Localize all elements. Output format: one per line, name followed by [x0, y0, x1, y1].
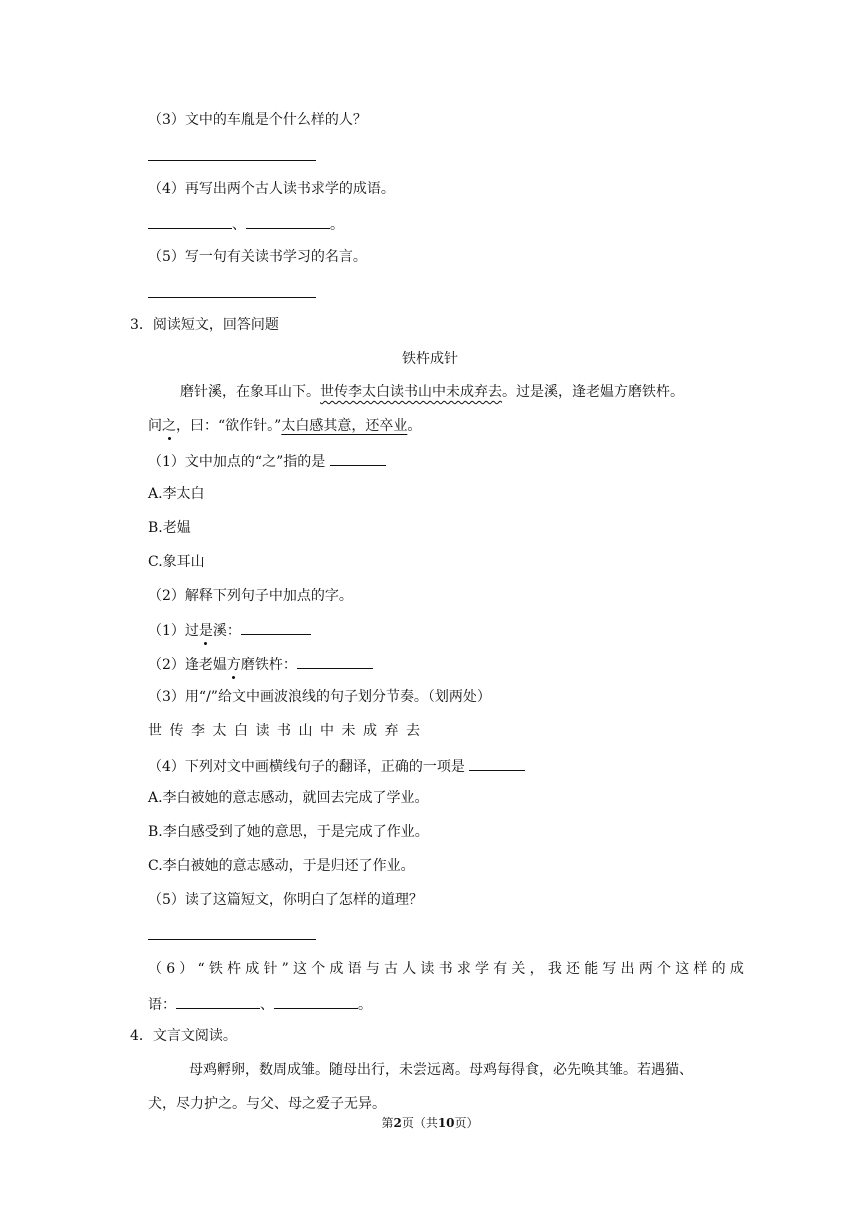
passage-text: 问: [148, 418, 162, 434]
rhythm-char: 弃: [384, 723, 399, 739]
q3-heading: [130, 316, 279, 334]
passage-title: 铁杵成针: [402, 351, 458, 367]
answer-line[interactable]: [148, 146, 316, 166]
question-number: 4．: [130, 1028, 153, 1044]
q3-sub4: [148, 756, 525, 776]
rhythm-char: 书: [277, 723, 291, 739]
option-c[interactable]: C.李白被她的意志感动，于是归还了作业。: [148, 858, 415, 874]
passage-text: 磨针溪，在象耳山下。: [180, 384, 320, 400]
total-pages: 10: [437, 1116, 455, 1130]
passage-text: 。过是溪，逢老媪方磨铁杵。: [502, 384, 684, 400]
answer-line[interactable]: [148, 283, 316, 303]
q4-heading: [130, 1027, 237, 1045]
separator: 、: [260, 997, 274, 1013]
rhythm-char: 去: [406, 723, 420, 739]
q4-passage-line-1: 母鸡孵卵，数周成雏。随母出行，未尝远离。母鸡每得食，必先唤其雏。若遇猫、: [189, 1062, 693, 1078]
rhythm-char: 山: [298, 723, 313, 739]
wavy-underlined-sentence: 世传李太白读书山中未成弃去: [320, 384, 502, 400]
question-prompt: 阅读短文，回答问题: [152, 317, 279, 333]
question-prompt: 文言文阅读。: [152, 1028, 237, 1044]
q3-sub2-2: [148, 654, 373, 674]
underlined-sentence: 太白感其意，还卒业: [281, 418, 408, 434]
sub-question-text: （2）逢老媪: [148, 657, 227, 673]
rhythm-char: 传: [169, 723, 184, 739]
answer-blank[interactable]: [176, 994, 260, 1009]
q3-sub6-line1: （6）“铁杵成针”这个成语与古人读书求学有关，我还能写出两个这样的成: [148, 961, 749, 977]
sub-question-text: （1）过: [148, 623, 199, 639]
dotted-character: 是: [198, 623, 213, 639]
rhythm-char: 中: [320, 723, 334, 739]
sub-question-text: （4）下列对文中画横线句子的翻译，正确的一项是: [148, 759, 465, 775]
rhythm-char: 成: [363, 723, 377, 739]
answer-blank[interactable]: [148, 214, 232, 229]
page-footer: [0, 1114, 860, 1132]
q3-sub3: （3）用“/”给文中画波浪线的句子划分节奏。（划两处）: [148, 689, 491, 705]
sub-question-text: （1）文中加点的“之”指的是: [148, 454, 326, 470]
q3-sub5: （5）读了这篇短文，你明白了怎样的道理？: [148, 892, 423, 908]
period: 。: [330, 217, 344, 233]
answer-blank[interactable]: [274, 994, 358, 1009]
page-number: 2: [393, 1116, 402, 1130]
rhythm-char: 李: [191, 723, 205, 739]
passage-line-2: [148, 417, 421, 435]
answer-blank[interactable]: [330, 451, 386, 466]
dotted-character: 之: [162, 418, 176, 434]
passage-text: 。: [407, 418, 422, 434]
answer-blank[interactable]: [469, 756, 525, 771]
answer-blank[interactable]: [241, 620, 311, 635]
sub-question-text: 磨铁杵：: [240, 657, 297, 673]
q3-sub2: （2）解释下列句子中加点的字。: [148, 588, 353, 604]
question-number: 3．: [130, 317, 153, 333]
answer-line-pair[interactable]: [148, 214, 344, 234]
q3-sub6-line2: [148, 994, 372, 1014]
q2-item3: （3）文中的车胤是个什么样的人？: [148, 112, 367, 128]
q3-sub1: [148, 451, 386, 471]
rhythm-char: 读: [255, 723, 270, 739]
dotted-character: 方: [226, 657, 241, 673]
rhythm-char: 太: [212, 723, 227, 739]
rhythm-char: 未: [341, 723, 356, 739]
option-a[interactable]: A.李太白: [148, 486, 205, 502]
passage-line-1: [180, 383, 684, 401]
option-b[interactable]: B.李白感受到了她的意思，于是完成了作业。: [148, 824, 429, 840]
option-a[interactable]: A.李白被她的意志感动，就回去完成了学业。: [148, 790, 429, 806]
answer-blank[interactable]: [297, 654, 373, 669]
answer-line[interactable]: [148, 925, 316, 945]
q4-passage-line-2: 犬，尽力护之。与父、母之爱子无异。: [148, 1096, 386, 1112]
sub-question-text: 溪：: [212, 623, 241, 639]
footer-text: 页（共: [401, 1116, 438, 1130]
passage-text: ，曰：“欲作针。”: [176, 418, 282, 434]
period: 。: [358, 997, 372, 1013]
answer-blank[interactable]: [246, 214, 330, 229]
option-c[interactable]: C.象耳山: [148, 554, 205, 570]
rhythm-sentence[interactable]: [148, 722, 428, 740]
sub-question-text: 语：: [148, 997, 176, 1013]
rhythm-char: 白: [234, 723, 248, 739]
q2-item5: （5）写一句有关读书学习的名言。: [148, 249, 367, 265]
footer-text: 页）: [454, 1116, 479, 1130]
separator: 、: [232, 217, 246, 233]
q2-item4: （4）再写出两个古人读书求学的成语。: [148, 181, 395, 197]
rhythm-char: 世: [148, 723, 162, 739]
footer-text: 第: [381, 1116, 394, 1130]
option-b[interactable]: B.老媪: [148, 520, 191, 536]
q3-sub2-1: [148, 620, 311, 640]
